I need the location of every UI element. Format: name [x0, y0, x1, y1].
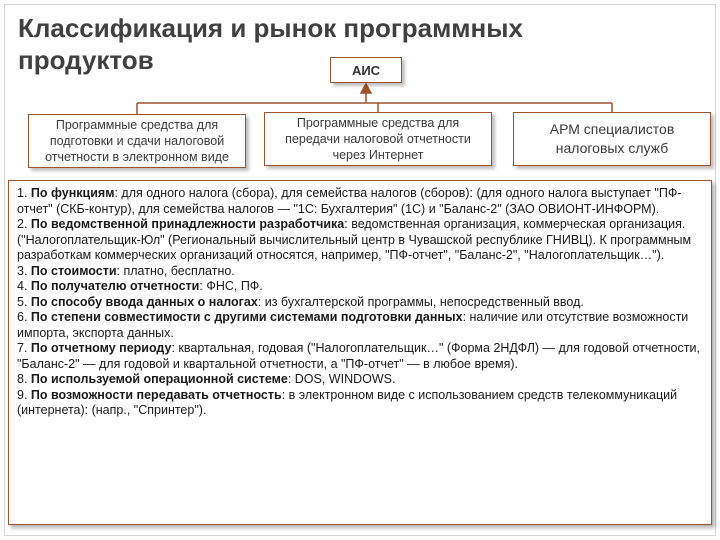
criteria-list [8, 180, 712, 525]
criteria-item: 5. По способу ввода данных о налогах: из бухгалтерской программы, непосредственный ввод. [17, 294, 584, 309]
arrow-up-icon [361, 84, 371, 93]
connector-lines [0, 0, 720, 200]
criteria-item: 2. По ведомственной принадлежности разработчика: ведомственная организация, коммерческая организация. ("Налогоплательщик-Юл" (Региональный вычислительный центр в Чувашской республике ГНИВЦ). К программным разработкам коммерческих организаций относятся, например, "ПФ-отчет", "Баланс-2", "Налогоплательщик…"). [17, 217, 692, 262]
criteria-item: 8. По используемой операционной системе: DOS, WINDOWS. [17, 372, 396, 386]
criteria-item: 7. По отчетному периоду: квартальная, годовая ("Налогоплательщик…" (Форма 2НДФЛ) — для годовой отчетности, "Баланс-2" — для годовой и квартальной отчетности, а "ПФ-отчет" — в любое время). [17, 341, 700, 371]
category-box-internet-transfer: Программные средства для передачи налоговой отчетности через Интернет [264, 112, 492, 166]
page-title: Классификация и рынок программных продуктов [18, 13, 523, 75]
category-box-tax-preparation: Программные средства для подготовки и сдачи налоговой отчетности в электронном виде [28, 114, 246, 168]
category-box-arm-specialists: АРМ специалистов налоговых служб [513, 112, 711, 166]
criteria-item: 9. По возможности передавать отчетность: в электронном виде с использованием средств телекоммуникаций (интернета): (напр., "Спринтер"). [17, 387, 678, 417]
criteria-item: 6. По степени совместимости с другими системами подготовки данных: наличие или отсутствие возможности импорта, экспорта данных. [17, 310, 689, 340]
criteria-item: 4. По получателю отчетности: ФНС, ПФ. [17, 279, 263, 293]
ais-box: АИС [330, 57, 402, 83]
criteria-item: 1. По функциям: для одного налога (сбора), для семейства налогов (сборов): (для одного налога выступает "ПФ-отчет" (СКБ-контур), для семейства налогов — "1С: Бухгалтерия" (1С) и "Баланс-2" (ЗАО ОВИОНТ-ИНФОРМ). [17, 186, 682, 216]
criteria-item: 3. По стоимости: платно, бесплатно. [17, 263, 235, 278]
